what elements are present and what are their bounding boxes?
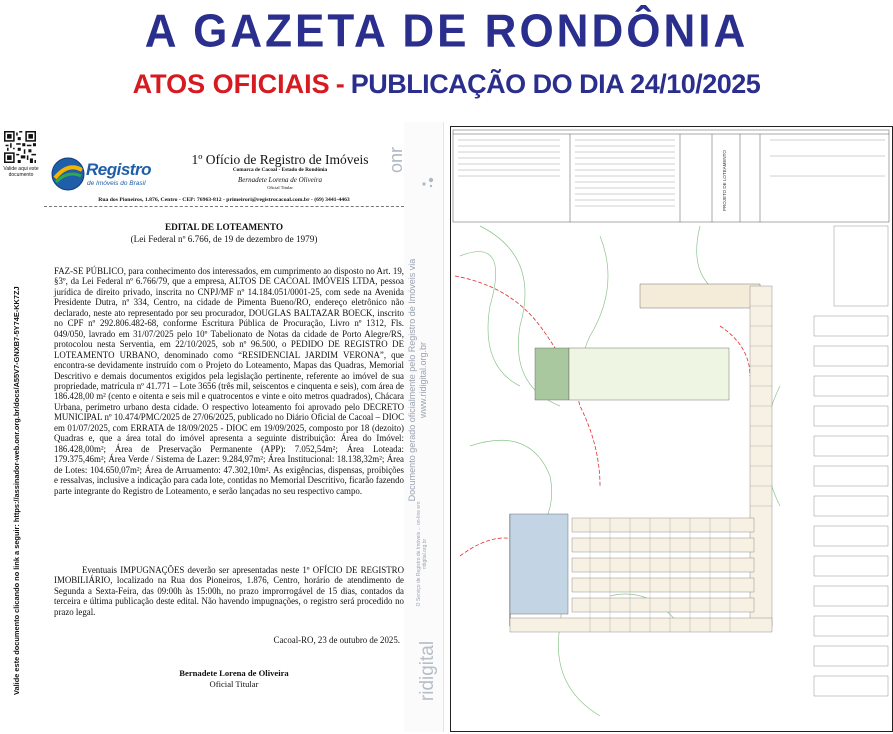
office-address: Rua dos Pioneiros, 1.876, Centro - CEP: 76963-812 - primeirori@registrocacoal.com.br - (69) 3441-4463 xyxy=(98,197,350,203)
office-title: 1º Ofício de Registro de Imóveis xyxy=(191,152,369,167)
onr-small-notice: O Serviço de Registro de Imóveis ... on-line em ridigital.org.br xyxy=(416,501,428,607)
onr-logo-icon xyxy=(386,128,440,192)
header-separator: - xyxy=(335,69,345,99)
ridigital-brand: ridigital xyxy=(417,640,438,702)
site-plan-drawing xyxy=(450,126,893,732)
edital-document xyxy=(44,140,404,730)
signer-role: Oficial Titular xyxy=(209,679,259,689)
office-subtitle: Comarca de Cacoal - Estado de Rondônia xyxy=(232,167,328,173)
edital-date: Cacoal-RO, 23 de outubro de 2025. xyxy=(273,635,400,645)
registro-logo-tagline: de Imóveis do Brasil xyxy=(87,180,146,187)
office-signer-role: Oficial Titular xyxy=(267,185,293,190)
onr-vertical-notice: Documento gerado oficialmente pelo Registro de Imóveis via www.ridigital.org.br xyxy=(407,258,428,502)
onr-logo-text: onr xyxy=(386,146,406,174)
publication-header xyxy=(0,64,893,104)
registro-globe-icon xyxy=(50,156,86,192)
registro-imoveis-logo xyxy=(50,154,160,194)
edital-paragraph-2: Eventuais IMPUGNAÇÕES deverão ser apresentadas neste 1º OFÍCIO DE REGISTRO IMOBILIÁRIO, localizado na Rua dos Pioneiros, 1.876, Centro, horário de atendimento de Segunda a Sexta-Feira, das 09:00h às 15:00h, no prazo improrrogável de 15 dias, contados da terceira e última publicação deste edital. Não havendo impugnações, o registro será procedido no prazo legal. xyxy=(54,565,404,617)
validation-link[interactable]: Valide este documento clicando no link a seguir: https://assinador-web.onr.org.br/docs/A55V7-GNXB7-5Y74E-KK7ZJ xyxy=(12,286,21,695)
section-label: ATOS OFICIAIS xyxy=(132,69,330,99)
qr-code-icon[interactable] xyxy=(4,131,36,163)
publication-date-label: PUBLICAÇÃO DO DIA 24/10/2025 xyxy=(350,69,761,99)
qr-caption: Valide aqui este documento xyxy=(3,166,39,178)
edital-law-reference: (Lei Federal nº 6.766, de 19 de dezembro de 1979) xyxy=(130,234,318,244)
plan-title-label: PROJETO DE LOTEAMENTO xyxy=(722,150,727,211)
edital-paragraph-1: FAZ-SE PÚBLICO, para conhecimento dos interessados, em cumprimento ao disposto no Art. 19, §3º, da Lei Federal nº 6.766/79, que a empresa, ALTOS DE CACOAL IMÓVEIS LTDA, pessoa jurídica de direito privado, inscrita no CNPJ/MF nº 14.184.051/0001-25, com sede na Avenida Presidente Dutra, nº 334, Centro, na cidade de Pimenta Bueno/RO, endereço eletrônico não declarado, neste ato representado por seu procurador, DOUGLAS BALTAZAR BOECK, inscrito no CPF nº 292.806.482-68, conforme Escritura Pública de Procuração, Livro nº 1312, Fls. 049/050, lavrado em 31/07/2025 pelo 10º Tabelionato de Notas da cidade de Porto Alegre/RS, protocolou nesta Serventia, em 22/10/2025, sob nº 96.500, o PEDIDO DE REGISTRO DE LOTEAMENTO URBANO, denominado como “RESIDENCIAL JARDIM VERONA”, que encontra-se devidamente instruído com o Projeto do Loteamento, Mapas das Quadras, Memorial Descritivo e demais documentos exigidos pela legislação pertinente, referente ao imóvel de sua propriedade, matrícula nº 41.771 – Lote 3656 (três mil, seiscentos e cinquenta e seis), com área de 186.428,00 m² (cento e oitenta e seis mil e quatrocentos e vinte e oito metros quadrados), Chácara Urbana, perímetro urbano desta cidade. O respectivo loteamento foi aprovado pelo DECRETO MUNICIPAL nº 10.474/PMC/2025 de 27/06/2025, publicado no Diário Oficial de Cacoal – DIOC em 01/07/2025, com ERRATA de 18/09/2025 - DIOC em 19/09/2025, composto por 18 (dezoito) Quadras e, que a área total do imóvel apresenta a seguinte distribuição: Área do Imóvel: 186.428,00m²; Área de Preservação Permanente (APP): 7.052,54m²; Área Loteada: 179.375,46m²; Área Verde / Sistema de Lazer: 9.284,97m²; Área Institucional: 18.138,32m²; Área de Lotes: 104.650,07m²; Área de Arruamento: 47.302,10m². As exigências, dispensas, proibições e ressalvas, inclusive a indicação para cada lote, contidas no Memorial Descritivo, ficarão fazendo parte integrante do Registro de Loteamento, e serão lançadas no seu respectivo campo. xyxy=(54,266,404,496)
newspaper-title: A GAZETA DE RONDÔNIA xyxy=(144,5,749,58)
registro-logo-word: Registro xyxy=(86,160,151,179)
signer-name: Bernadete Lorena de Oliveira xyxy=(179,668,289,678)
office-signature: Bernadete Lorena de Oliveira xyxy=(238,176,322,184)
address-divider xyxy=(44,206,404,207)
edital-title: EDITAL DE LOTEAMENTO xyxy=(164,222,284,232)
